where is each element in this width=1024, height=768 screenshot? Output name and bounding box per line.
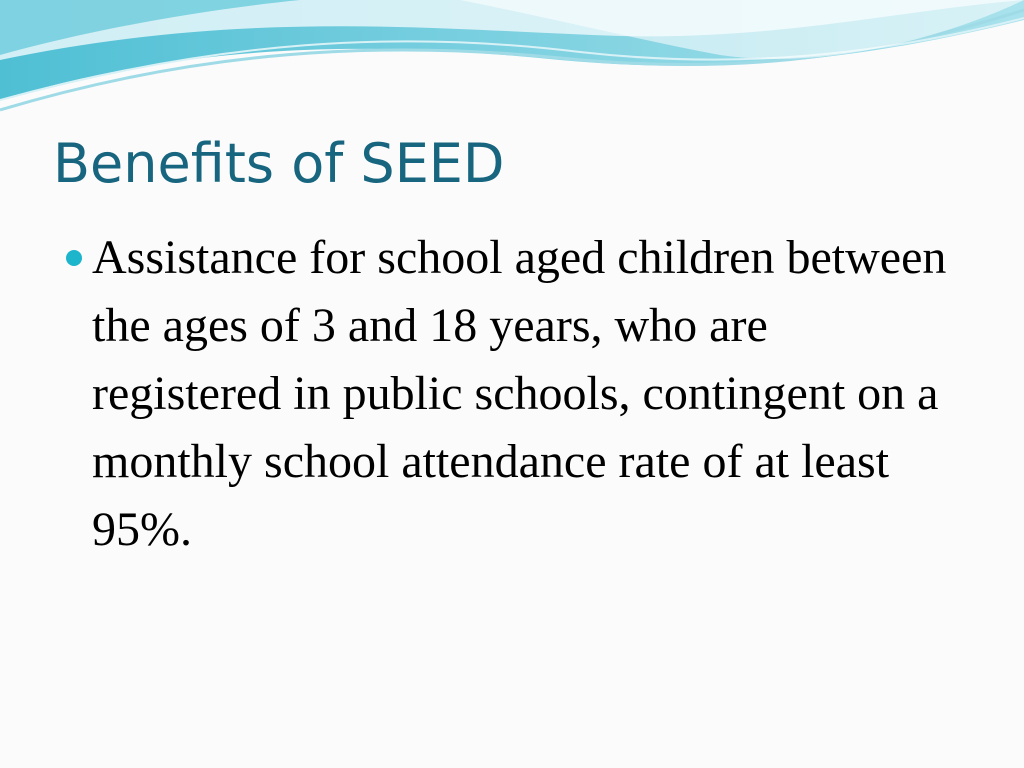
bullet-text: Assistance for school aged children between the ages of 3 and 18 years, who are registered in public schools, contingent on a monthly school attendance rate of at least 95%. [92,231,947,556]
bullet-dot-icon [66,250,82,266]
bullet-list [62,224,962,564]
header-wave-decoration [0,0,1024,130]
bullet-item [62,224,962,564]
slide-title: Benefits of SEED [53,132,505,195]
